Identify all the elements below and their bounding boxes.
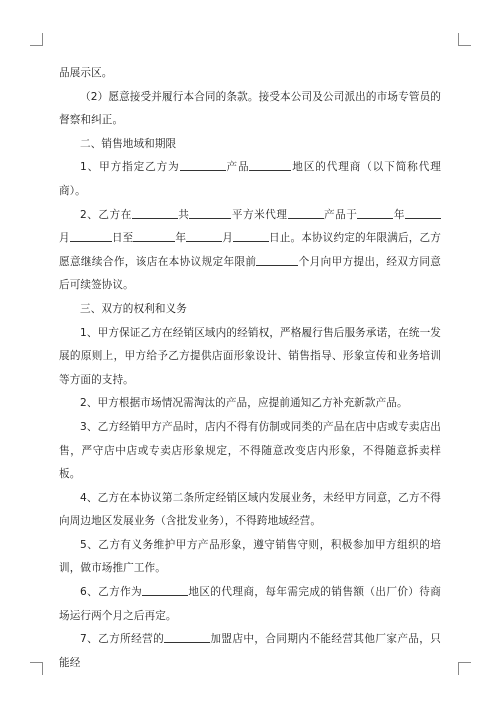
paragraph	[59, 322, 441, 393]
paragraph-text: 年	[175, 232, 187, 245]
paragraph-text: 平方米代理	[231, 208, 288, 221]
paragraph-text: 2、乙方在	[80, 208, 132, 221]
paragraph-text: 日止。本协议约定的年限满后，乙方愿意继续合作，该店在本协议规定年限前	[59, 232, 441, 268]
paragraph-text: 5、乙方有义务维护甲方产品形象，遵守销售守则，积极参加甲方组织的培训，做市场推广工作。	[59, 538, 441, 575]
paragraph-text: 年	[393, 208, 405, 221]
fill-in-blank	[249, 159, 291, 171]
paragraph	[59, 416, 441, 487]
paragraph-text: 个月向甲方提出，经双方同意后可续签协议。	[59, 255, 441, 292]
paragraph	[59, 156, 441, 203]
crop-mark-top-left	[30, 33, 43, 46]
fill-in-blank	[132, 207, 178, 219]
fill-in-blank	[164, 631, 210, 643]
paragraph-text: 3、乙方经销甲方产品时，店内不得有仿制或同类的产品在店中店或专卖店出售，严守店中店或专卖店形象规定，不得随意改变店内形象，不得随意拆卖样板。	[59, 420, 441, 481]
paragraph-text: 共	[177, 208, 190, 221]
paragraph-text: 7、乙方所经营的	[80, 633, 165, 646]
paragraph-text: 1、甲方保证乙方在经销区域内的经销权，严格履行售后服务承诺，在统一发展的原则上，甲方给予乙方提供店面形象设计、销售指导、形象宣传和业务培训等方面的支持。	[59, 326, 441, 386]
fill-in-blank	[405, 207, 441, 219]
paragraph	[59, 581, 441, 628]
paragraph-text: 三、双方的权利和义务	[80, 302, 187, 315]
paragraph	[59, 86, 441, 133]
paragraph-text: 2、甲方根据市场情况需淘汰的产品，应提前通知乙方补充新款产品。	[80, 397, 408, 410]
paragraph-text: 品展示区。	[59, 67, 113, 79]
fill-in-blank	[186, 230, 222, 242]
paragraph-text: 月	[222, 232, 233, 245]
paragraph-text: 加盟店中，合同期内不能经营其他厂家产品，只能经	[59, 633, 441, 669]
document-body	[59, 62, 441, 675]
paragraph	[59, 133, 441, 157]
paragraph	[59, 392, 441, 416]
crop-mark-bottom-right	[458, 662, 471, 675]
fill-in-blank	[142, 584, 188, 596]
paragraph	[59, 487, 441, 534]
paragraph-text: 产品于	[323, 208, 358, 221]
paragraph-text: 6、乙方作为	[80, 586, 143, 599]
paragraph-text: 4、乙方在本协议第二条所定经销区域内发展业务，未经甲方同意，乙方不得向周边地区发展业务（含批发业务），不得跨地域经营。	[59, 491, 441, 528]
paragraph	[59, 204, 441, 298]
paragraph	[59, 62, 441, 86]
paragraph-text: 地区的代理商（以下简称代理商）。	[59, 161, 441, 197]
fill-in-blank	[180, 159, 226, 171]
paragraph-text: 产品	[225, 161, 250, 174]
fill-in-blank	[189, 207, 231, 219]
crop-mark-bottom-left	[30, 662, 43, 675]
paragraph	[59, 628, 441, 675]
fill-in-blank	[233, 230, 269, 242]
paragraph-text: 1、甲方指定乙方为	[80, 161, 180, 174]
paragraph-text: （2）愿意接受并履行本合同的条款。接受本公司及公司派出的市场专管员的督察和纠正。	[59, 90, 441, 127]
paragraph-text: 月	[59, 232, 70, 245]
fill-in-blank	[288, 207, 324, 219]
fill-in-blank	[256, 254, 298, 266]
paragraph	[59, 534, 441, 581]
crop-mark-top-right	[458, 33, 471, 46]
fill-in-blank	[70, 230, 112, 242]
fill-in-blank	[357, 207, 393, 219]
paragraph-text: 二、销售地域和期限	[80, 137, 177, 150]
paragraph	[59, 298, 441, 322]
paragraph-text: 日至	[111, 232, 134, 245]
paragraph-text: 地区的代理商，每年需完成的销售额（出厂价）待商场运行两个月之后再定。	[59, 586, 441, 622]
fill-in-blank	[133, 230, 175, 242]
